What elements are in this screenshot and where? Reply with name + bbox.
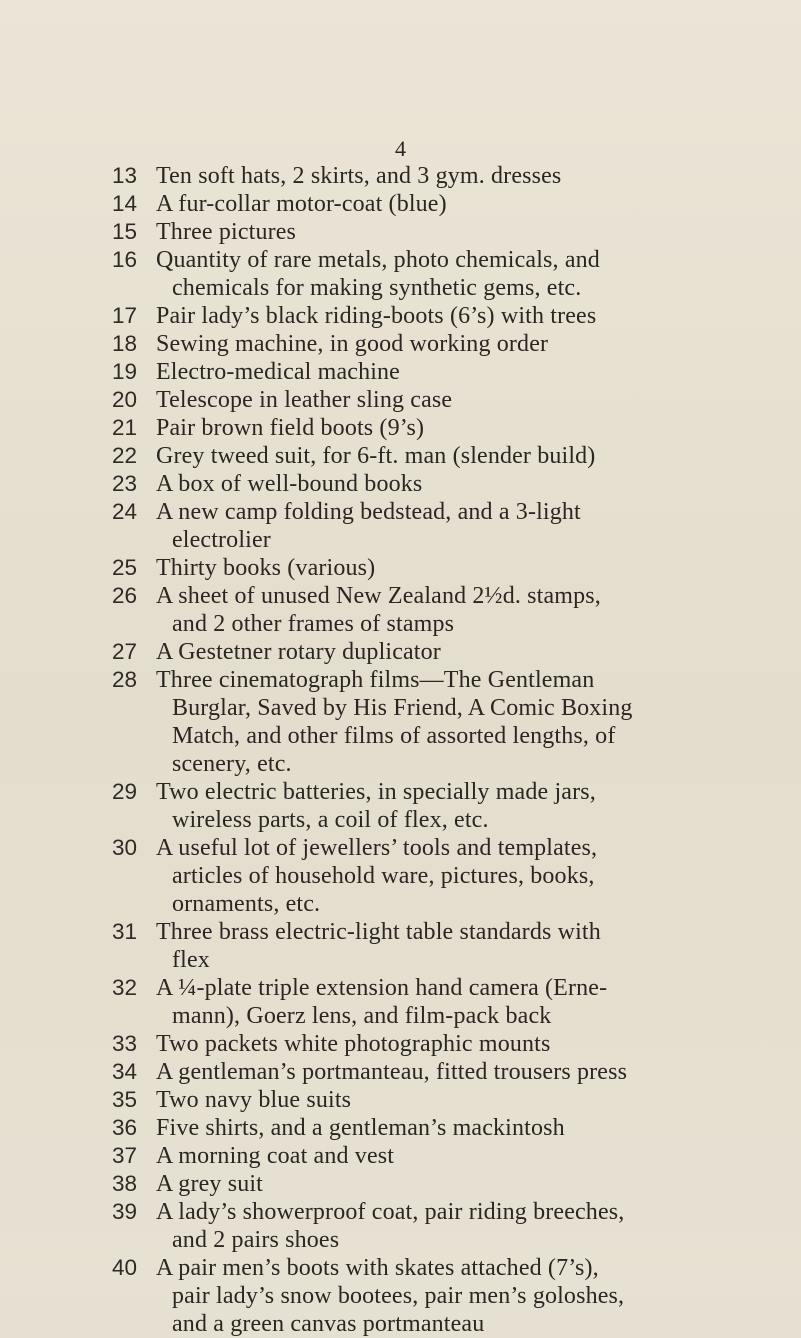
lot-description — [156, 666, 783, 778]
lot-description-line: A useful lot of jewellers’ tools and templates, — [156, 835, 598, 861]
lot-entry — [0, 246, 801, 302]
lot-entry — [0, 1086, 801, 1114]
lot-description-line: Thirty books (various) — [156, 555, 376, 581]
lot-description-line: Three cinematograph films—The Gentleman — [156, 667, 595, 693]
lot-description-line: mann), Goerz lens, and film-pack back — [172, 1003, 552, 1029]
lot-description-line: Electro-medical machine — [156, 359, 400, 385]
lot-number: 37 — [111, 1143, 137, 1168]
lot-description — [156, 1142, 783, 1170]
lot-description-line: Telescope in leather sling case — [156, 387, 453, 413]
lot-description — [156, 302, 783, 330]
lot-entry — [0, 918, 801, 974]
lot-description-line: Burglar, Saved by His Friend, A Comic Boxing — [172, 695, 633, 721]
lot-number: 16 — [111, 247, 137, 272]
lot-description — [156, 918, 783, 974]
lot-entry — [0, 666, 801, 778]
lot-description — [156, 1086, 783, 1114]
lot-description-line: Ten soft hats, 2 skirts, and 3 gym. dresses — [156, 163, 562, 189]
lot-description — [156, 330, 783, 358]
lot-description-line: Two navy blue suits — [156, 1087, 352, 1113]
lot-description — [156, 974, 783, 1030]
lot-entry — [0, 330, 801, 358]
lot-number: 15 — [111, 219, 137, 244]
lot-description — [156, 1030, 783, 1058]
lot-description-line: and a green canvas portmanteau — [172, 1311, 485, 1337]
lot-description — [156, 582, 783, 638]
lot-entry — [0, 1142, 801, 1170]
lot-number: 17 — [111, 303, 137, 328]
lot-number: 18 — [111, 331, 137, 356]
lot-entry — [0, 778, 801, 834]
lot-description-line: Pair lady’s black riding-boots (6’s) with trees — [156, 303, 597, 329]
lot-number: 38 — [111, 1171, 137, 1196]
lot-entry — [0, 1030, 801, 1058]
lot-entry — [0, 1170, 801, 1198]
lot-description — [156, 358, 783, 386]
lot-number: 34 — [111, 1059, 137, 1084]
lot-entry — [0, 1254, 801, 1338]
lot-description-line: A sheet of unused New Zealand 2½d. stamps, — [156, 583, 601, 609]
lot-entry — [0, 974, 801, 1030]
lot-description-line: electrolier — [172, 527, 271, 553]
lot-number: 23 — [111, 471, 137, 496]
lot-entry — [0, 1058, 801, 1086]
lot-description-line: Grey tweed suit, for 6-ft. man (slender build) — [156, 443, 596, 469]
lot-number: 24 — [111, 499, 137, 524]
lot-description — [156, 442, 783, 470]
lot-list — [0, 162, 801, 1338]
lot-number: 30 — [111, 835, 137, 860]
lot-number: 29 — [111, 779, 137, 804]
lot-description — [156, 218, 783, 246]
lot-description — [156, 414, 783, 442]
lot-number: 13 — [111, 163, 137, 188]
lot-description — [156, 386, 783, 414]
lot-description — [156, 246, 783, 302]
lot-description-line: A box of well-bound books — [156, 471, 423, 497]
lot-number: 25 — [111, 555, 137, 580]
lot-description — [156, 638, 783, 666]
lot-description — [156, 1114, 783, 1142]
lot-description — [156, 1170, 783, 1198]
lot-description — [156, 834, 783, 918]
lot-description-line: A new camp folding bedstead, and a 3-light — [156, 499, 581, 525]
lot-number: 28 — [111, 667, 137, 692]
lot-number: 32 — [111, 975, 137, 1000]
lot-entry — [0, 498, 801, 554]
lot-entry — [0, 358, 801, 386]
lot-description-line: A gentleman’s portmanteau, fitted trousers press — [156, 1059, 628, 1085]
lot-description — [156, 554, 783, 582]
lot-entry — [0, 218, 801, 246]
lot-description — [156, 778, 783, 834]
lot-description-line: Two packets white photographic mounts — [156, 1031, 551, 1057]
lot-entry — [0, 638, 801, 666]
lot-number: 33 — [111, 1031, 137, 1056]
lot-description-line: A fur-collar motor-coat (blue) — [156, 191, 447, 217]
lot-description — [156, 1058, 783, 1086]
lot-entry — [0, 386, 801, 414]
page-number: 4 — [395, 136, 406, 161]
lot-number: 40 — [111, 1255, 137, 1280]
lot-entry — [0, 442, 801, 470]
lot-entry — [0, 582, 801, 638]
lot-description-line: Two electric batteries, in specially made jars, — [156, 779, 596, 805]
lot-number: 22 — [111, 443, 137, 468]
lot-description — [156, 190, 783, 218]
lot-description-line: A ¼-plate triple extension hand camera (Erne- — [156, 975, 608, 1001]
lot-entry — [0, 302, 801, 330]
lot-description-line: Sewing machine, in good working order — [156, 331, 549, 357]
lot-description-line: Three brass electric-light table standards with — [156, 919, 601, 945]
lot-description-line: A Gestetner rotary duplicator — [156, 639, 441, 665]
lot-entry — [0, 162, 801, 190]
lot-description-line: pair lady’s snow bootees, pair men’s goloshes, — [172, 1283, 625, 1309]
lot-number: 19 — [111, 359, 137, 384]
lot-number: 36 — [111, 1115, 137, 1140]
lot-number: 20 — [111, 387, 137, 412]
lot-description-line: Quantity of rare metals, photo chemicals, and — [156, 247, 600, 273]
lot-number: 27 — [111, 639, 137, 664]
lot-number: 35 — [111, 1087, 137, 1112]
lot-description — [156, 162, 783, 190]
lot-number: 26 — [111, 583, 137, 608]
lot-description-line: A grey suit — [156, 1171, 263, 1197]
lot-description-line: scenery, etc. — [172, 751, 292, 777]
lot-description-line: articles of household ware, pictures, books, — [172, 863, 595, 889]
lot-description-line: Three pictures — [156, 219, 297, 245]
lot-description-line: and 2 other frames of stamps — [172, 611, 455, 637]
lot-description-line: ornaments, etc. — [172, 891, 321, 917]
lot-entry — [0, 470, 801, 498]
lot-description-line: A morning coat and vest — [156, 1143, 395, 1169]
lot-description-line: and 2 pairs shoes — [172, 1227, 340, 1253]
lot-entry — [0, 1114, 801, 1142]
lot-number: 14 — [111, 191, 137, 216]
lot-description-line: Match, and other films of assorted lengths, of — [172, 723, 616, 749]
lot-description-line: Five shirts, and a gentleman’s mackintosh — [156, 1115, 565, 1141]
lot-description-line: flex — [172, 947, 210, 973]
lot-entry — [0, 1198, 801, 1254]
lot-description-line: A lady’s showerproof coat, pair riding breeches, — [156, 1199, 625, 1225]
lot-description-line: Pair brown field boots (9’s) — [156, 415, 425, 441]
lot-description-line: chemicals for making synthetic gems, etc. — [172, 275, 582, 301]
lot-description-line: A pair men’s boots with skates attached (7’s), — [156, 1255, 599, 1281]
lot-entry — [0, 190, 801, 218]
lot-description-line: wireless parts, a coil of flex, etc. — [172, 807, 489, 833]
lot-entry — [0, 834, 801, 918]
lot-number: 39 — [111, 1199, 137, 1224]
lot-description — [156, 498, 783, 554]
lot-description — [156, 470, 783, 498]
lot-description — [156, 1254, 783, 1338]
lot-entry — [0, 414, 801, 442]
lot-number: 31 — [111, 919, 137, 944]
lot-number: 21 — [111, 415, 137, 440]
lot-entry — [0, 554, 801, 582]
lot-description — [156, 1198, 783, 1254]
